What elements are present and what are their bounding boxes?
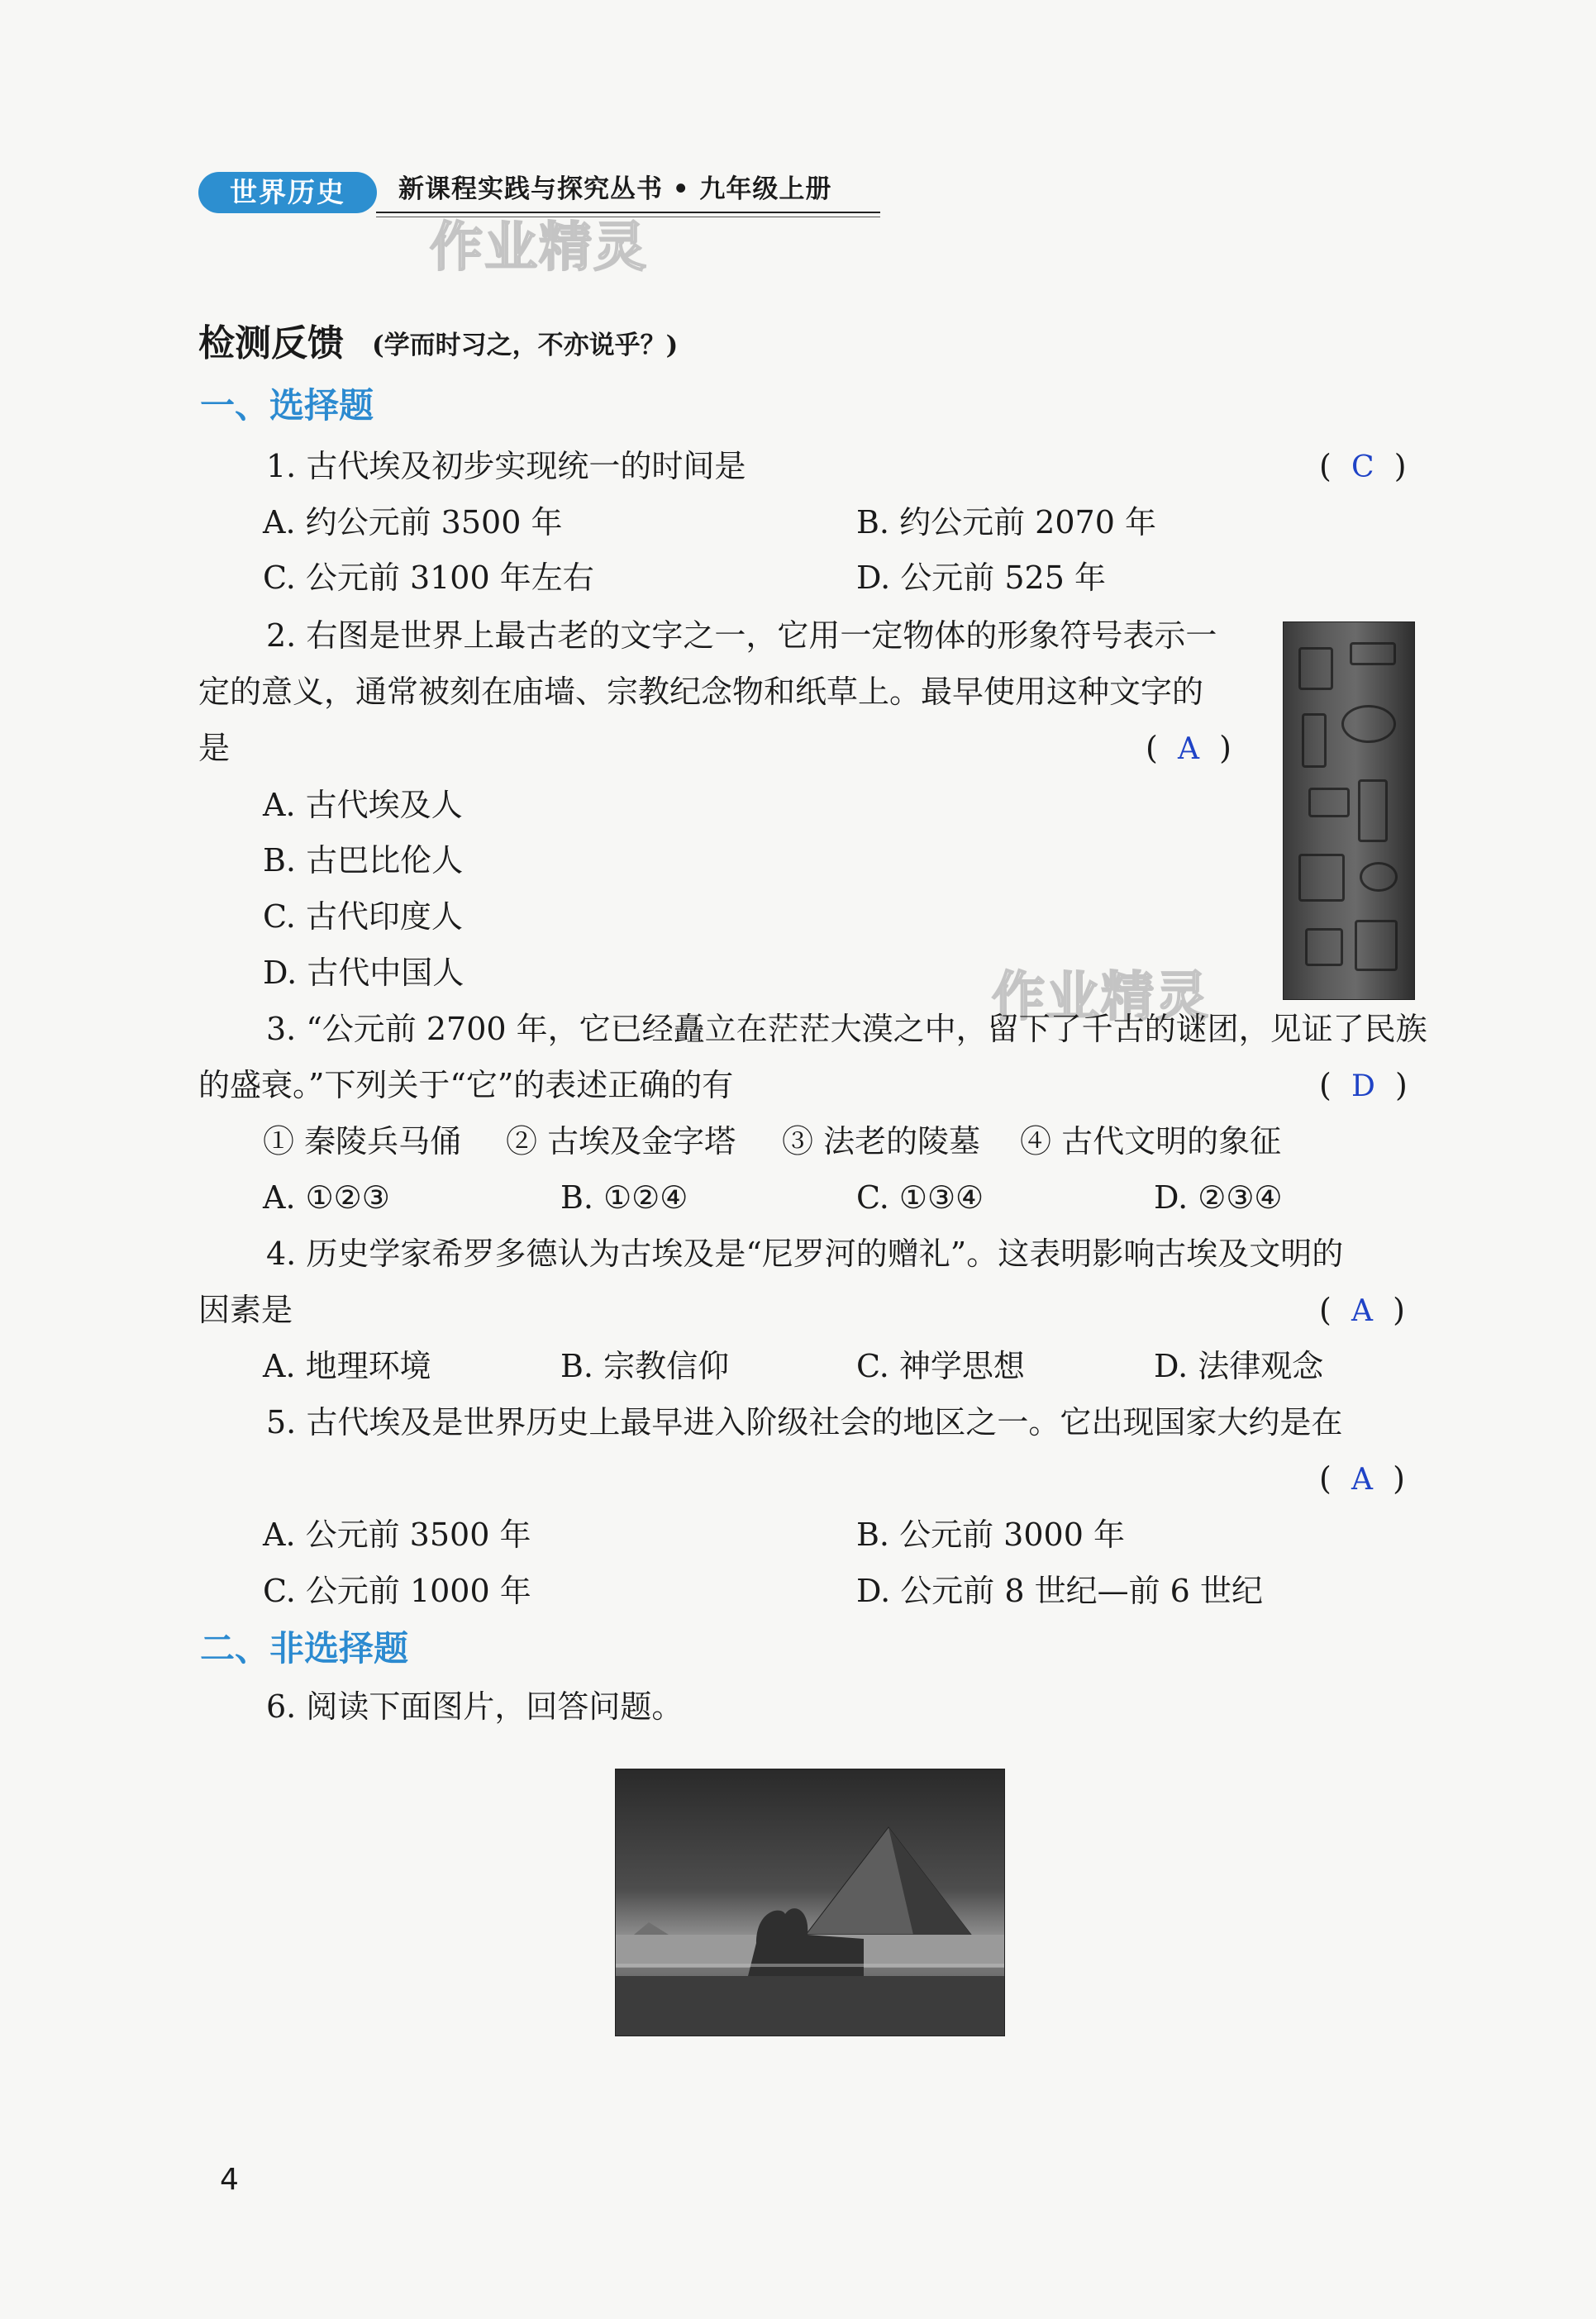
- q2-option-d: D. 古代中国人: [263, 955, 465, 991]
- q4-option-a: A. 地理环境: [263, 1348, 431, 1384]
- q5-line1: 5. 古代埃及是世界历史上最早进入阶级社会的地区之一。它出现国家大约是在: [266, 1404, 1343, 1440]
- subject-badge: 世界历史: [198, 172, 377, 213]
- q6-stem: 6. 阅读下面图片，回答问题。: [266, 1688, 684, 1725]
- page-number: 4: [220, 2163, 239, 2197]
- q4-option-c: C. 神学思想: [856, 1348, 1025, 1384]
- q4-option-b: B. 宗教信仰: [560, 1348, 730, 1384]
- q5-option-a: A. 公元前 3500 年: [263, 1517, 531, 1553]
- q1-option-c: C. 公元前 3100 年左右: [263, 560, 594, 596]
- q4-option-d: D. 法律观念: [1154, 1348, 1324, 1384]
- q3-line2: 的盛衰。”下列关于“它”的表述正确的有: [198, 1067, 734, 1103]
- part2-heading: 二、非选择题: [200, 1628, 409, 1669]
- q2-answer: A: [1177, 732, 1199, 766]
- q4-line2: 因素是: [198, 1292, 293, 1328]
- q3-answer-bracket: ( D ): [1319, 1067, 1408, 1103]
- q3-item-2: ② 古埃及金字塔: [506, 1123, 736, 1160]
- q2-answer-bracket: ( A ): [1146, 730, 1232, 766]
- q2-option-c: C. 古代印度人: [263, 898, 463, 935]
- q2-option-a: A. 古代埃及人: [263, 787, 463, 823]
- q2-line1: 2. 右图是世界上最古老的文字之一，它用一定物体的形象符号表示一: [266, 617, 1217, 654]
- watermark-2: 作业精灵: [992, 967, 1210, 1028]
- q1-option-d: D. 公元前 525 年: [856, 560, 1106, 596]
- q3-line1: 3. “公元前 2700 年，它已经矗立在茫茫大漠之中，留下了千古的谜团，见证了民族: [266, 1011, 1427, 1047]
- q3-item-4: ④ 古代文明的象征: [1020, 1123, 1282, 1160]
- q4-line1: 4. 历史学家希罗多德认为古埃及是“尼罗河的赠礼”。这表明影响古埃及文明的: [266, 1236, 1344, 1272]
- q2-option-b: B. 古巴比伦人: [263, 842, 464, 879]
- q2-line2: 定的意义，通常被刻在庙墙、宗教纪念物和纸草上。最早使用这种文字的: [198, 674, 1204, 710]
- q1-option-a: A. 约公元前 3500 年: [263, 504, 563, 540]
- q1-answer: C: [1351, 450, 1374, 484]
- q3-item-3: ③ 法老的陵墓: [782, 1123, 981, 1160]
- section-title: 检测反馈: [198, 322, 344, 364]
- watermark: 作业精灵: [430, 217, 648, 279]
- q1-stem: 1. 古代埃及初步实现统一的时间是: [266, 448, 746, 484]
- q3-item-1: ① 秦陵兵马俑: [263, 1123, 462, 1160]
- q3-option-d: D. ②③④: [1154, 1179, 1283, 1216]
- q5-answer-bracket: ( A ): [1319, 1460, 1405, 1497]
- section-subtitle: (学而时习之，不亦说乎？): [372, 331, 679, 360]
- q5-option-b: B. 公元前 3000 年: [856, 1517, 1125, 1553]
- q2-line3: 是: [198, 730, 231, 766]
- hieroglyph-obelisk-image: [1283, 621, 1415, 1000]
- q4-answer-bracket: ( A ): [1319, 1292, 1405, 1328]
- header-rule: [376, 212, 880, 213]
- q4-answer: A: [1351, 1294, 1373, 1328]
- q5-answer: A: [1351, 1463, 1373, 1497]
- q3-answer: D: [1351, 1069, 1375, 1103]
- q1-option-b: B. 约公元前 2070 年: [856, 504, 1156, 540]
- q3-option-a: A. ①②③: [263, 1179, 390, 1216]
- q5-option-d: D. 公元前 8 世纪—前 6 世纪: [856, 1573, 1263, 1609]
- pyramids-sphinx-image: [615, 1769, 1005, 2036]
- part1-heading: 一、选择题: [200, 385, 374, 426]
- q3-option-b: B. ①②④: [560, 1179, 688, 1216]
- q3-option-c: C. ①③④: [856, 1179, 984, 1216]
- q5-option-c: C. 公元前 1000 年: [263, 1573, 531, 1609]
- q1-answer-bracket: ( C ): [1319, 448, 1407, 484]
- book-subtitle: 新课程实践与探究丛书 • 九年级上册: [398, 174, 832, 204]
